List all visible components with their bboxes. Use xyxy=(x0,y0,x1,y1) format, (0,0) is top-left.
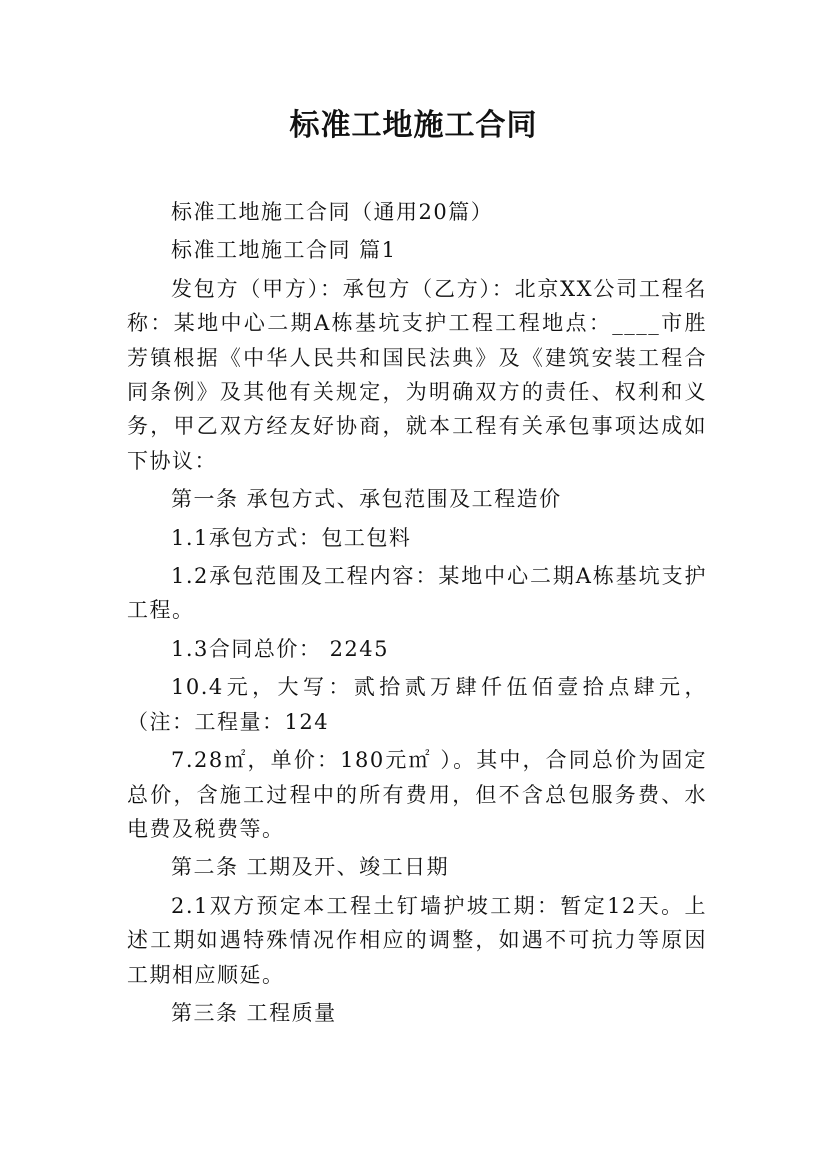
paragraph-subtitle: 标准工地施工合同（通用20篇） xyxy=(171,200,494,224)
paragraph-clause-1-3: 1.3合同总价： 2245 xyxy=(171,636,390,661)
document-title: 标准工地施工合同 xyxy=(289,108,538,143)
paragraph-clause-1-1: 1.1承包方式：包工包料 xyxy=(171,525,412,550)
paragraph-clause-1-2: 1.2承包范围及工程内容：某地中心二期A栋基坑支护工程。 xyxy=(127,564,707,623)
paragraph-price-amount: 10.4元，大写：贰拾贰万肆仟伍佰壹拾点肆元，（注：工程量：124 xyxy=(127,675,707,734)
paragraph-article-1-heading: 第一条 承包方式、承包范围及工程造价 xyxy=(171,487,562,512)
paragraph-article-2-heading: 第二条 工期及开、竣工日期 xyxy=(171,855,450,880)
paragraph-clause-2-1: 2.1双方预定本工程土钉墙护坡工期：暂定12天。上述工期如遇特殊情况作相应的调整，如遇不可抗力等原因工期相应顺延。 xyxy=(127,893,707,987)
paragraph-article-3-heading: 第三条 工程质量 xyxy=(171,1000,337,1025)
paragraph-section-heading: 标准工地施工合同 篇1 xyxy=(171,238,397,263)
paragraph-unit-price: 7.28㎡，单价：180元㎡ ）。其中，合同总价为固定总价，含施工过程中的所有费用，但不含总包服务费、水电费及税费等。 xyxy=(127,748,707,841)
paragraph-parties: 发包方（甲方）：承包方（乙方）：北京XX公司工程名称：某地中心二期A栋基坑支护工程工程地点：____市胜芳镇根据《中华人民共和国民法典》及《建筑安装工程合同条例》及其他有关规定，为明确双方的责任、权利和义务，甲乙双方经友好协商，就本工程有关承包事项达成如下协议： xyxy=(127,276,707,473)
document-body xyxy=(127,195,707,1034)
